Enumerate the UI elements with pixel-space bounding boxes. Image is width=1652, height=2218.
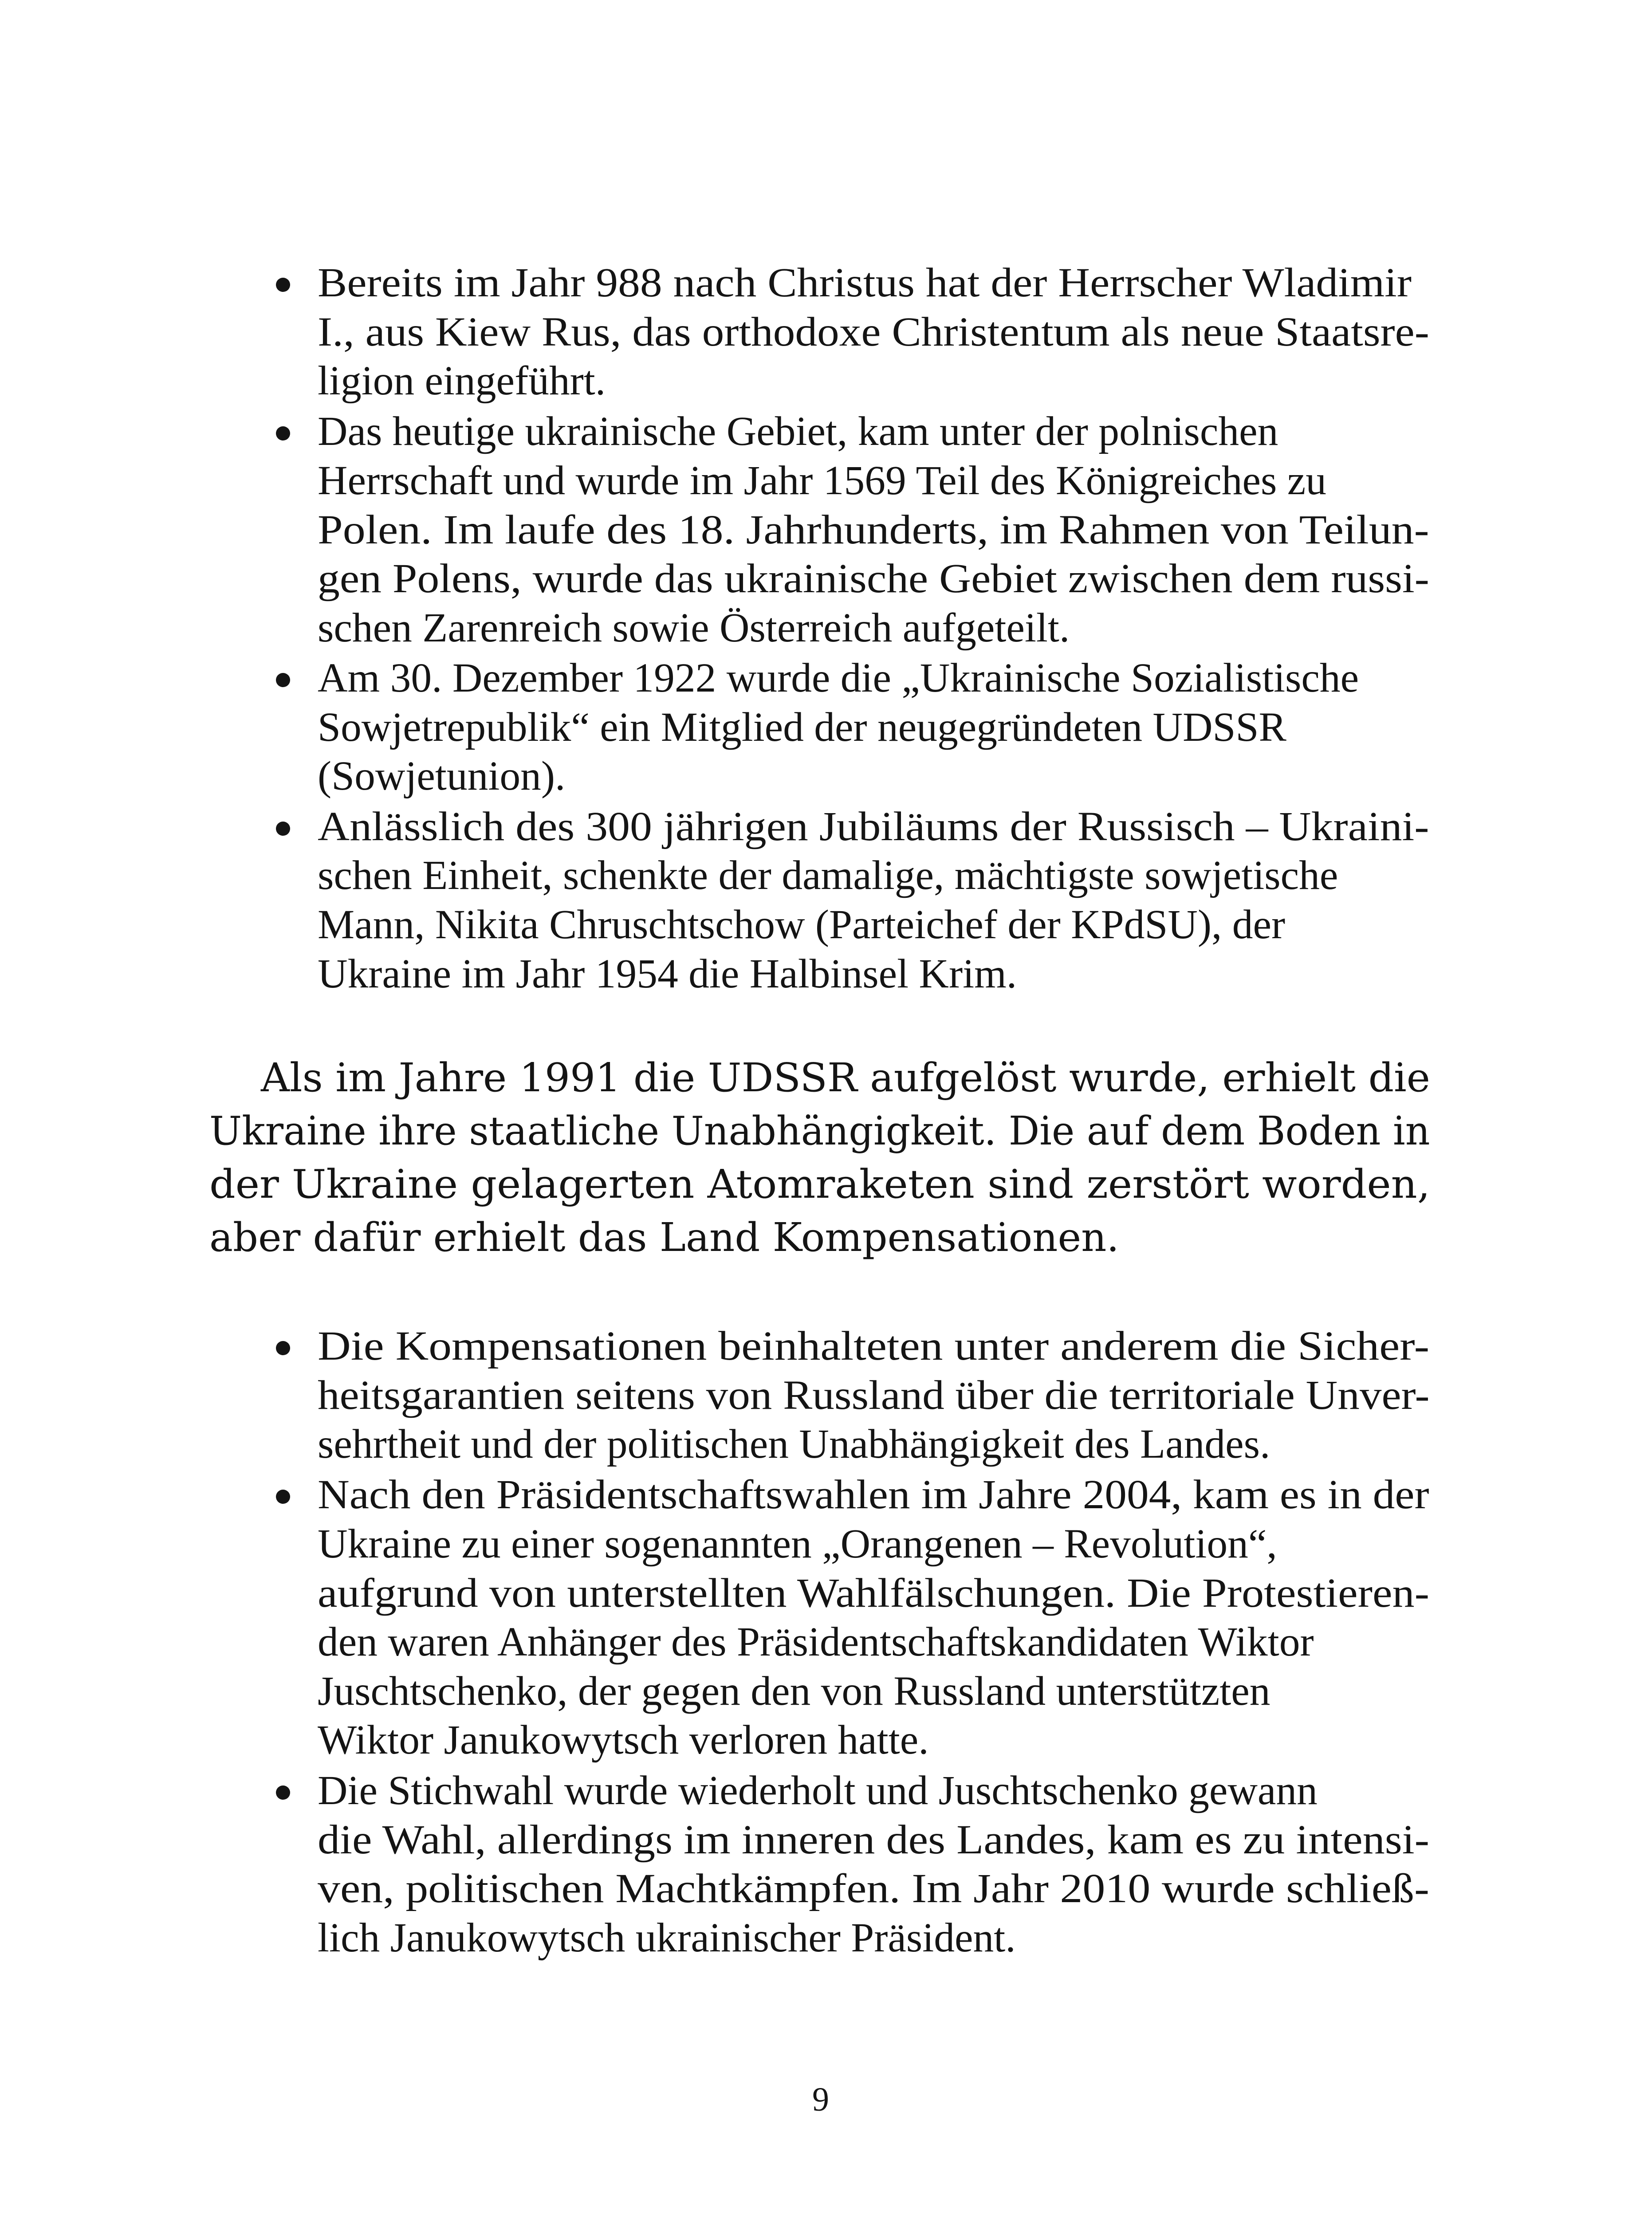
bullet-icon bbox=[276, 1341, 290, 1355]
bullet-icon bbox=[276, 1490, 290, 1504]
bullet-icon bbox=[276, 673, 290, 687]
document-page: Bereits im Jahr 988 nach Christus hat der Herrscher Wladimir I., aus Kiew Rus, das orthodoxe Christentum als neue Staatsre- ligion eingeführt. Das heutige ukrainische Gebiet, kam unter der polnischen Herrschaft und wurde im Jahr 1569 Teil des Königreiches zu Polen. Im laufe des 18. Jahrhunderts, im Rahmen von Teilun- gen Polens, wurde das ukrainische Gebiet zwischen dem russi- schen Zarenreich sowie Österreich aufgeteilt. Am 30. Dezember 1922 wurde die „Ukrainische Sozialistische Sowjetrepublik“ ein Mitglied der neugegründeten UDSSR (Sowjetunion). Anlässlich des 300 jährigen Jubiläums der Russisch – Ukraini- schen Einheit, schenkte der damalige, mächtigste sowjetische Mann, Nikita Chruschtschow (Parteichef der KPdSU), der Ukraine im Jahr 1954 die Halbinsel Krim. Als im Jahre 1991 die UDSSR aufgelöst wurde, erhielt die Ukraine ihre staatliche Unabhängigkeit. Die auf dem Boden in der Ukraine gelagerten Atomraketen sind zerstört worden, aber dafür erhielt das Land Kompensationen. Die Kompensationen beinhalteten unter anderem die Sicher- heitsgarantien seitens von Russland über die territoriale Unver- sehrtheit und der politischen Unabhängigkeit des Landes. Nach den Präsidentschaftswahlen im Jahre 2004, kam es in der Ukraine zu einer sogenannten „Orangenen – Revolution“, aufgrund von unterstellten Wahlfälschungen. Die Protestieren- den waren Anhänger des Präsidentschaftskandidaten Wiktor Juschtschenko, der gegen den von Russland unterstützten Wiktor Janukowytsch verloren hatte. Die Stichwahl wurde wiederholt und Juschtschenko gewann die Wahl, allerdings im inneren des Landes, kam es zu intensi- ven, politischen Machtkämpfen. Im Jahr 2010 wurde schließ- lich Janukowytsch ukrainischer Präsident. 9 bbox=[0, 0, 1652, 2218]
bullet-icon bbox=[276, 278, 290, 292]
bullet-icon bbox=[276, 1785, 290, 1800]
bullet-icon bbox=[276, 426, 290, 440]
bullet-icon bbox=[276, 822, 290, 836]
